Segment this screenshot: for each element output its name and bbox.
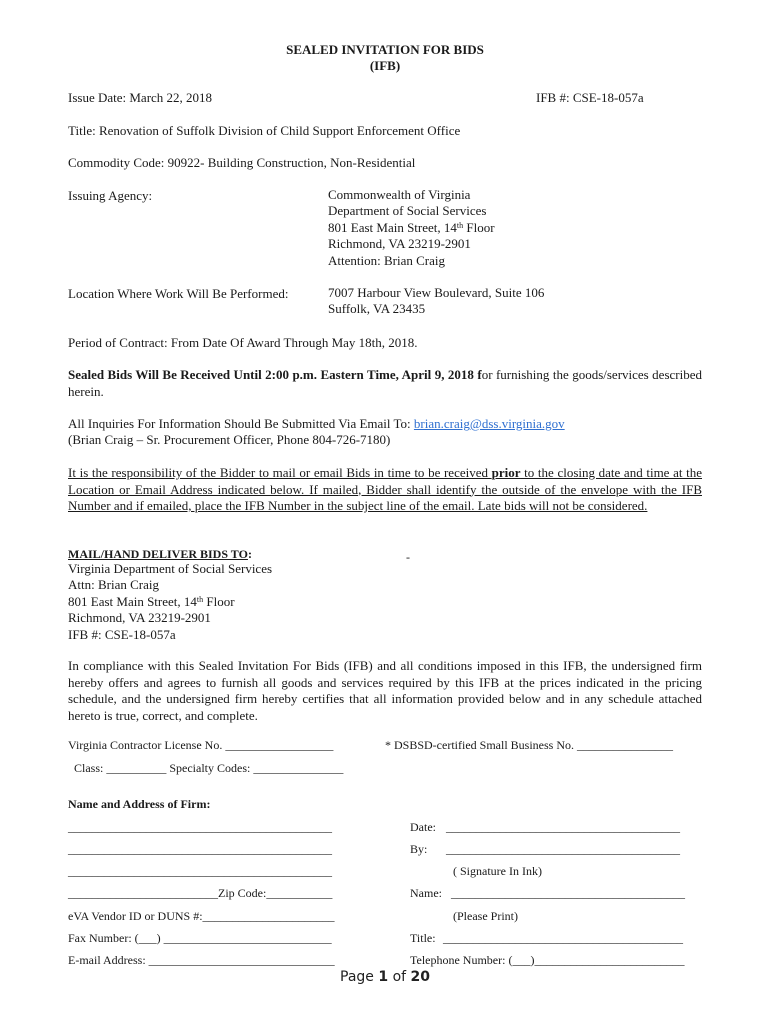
by-label: By: bbox=[410, 842, 428, 856]
email-address-field[interactable]: E-mail Address: _______________________________ bbox=[68, 953, 335, 967]
inquiries-line: All Inquiries For Information Should Be Submitted Via Email To: brian.craig@dss.virginia.gov bbox=[68, 416, 565, 431]
commodity-code: Commodity Code: 90922- Building Construction, Non-Residential bbox=[68, 155, 416, 170]
class-specialty-field[interactable]: Class: __________ Specialty Codes: _______________ bbox=[74, 761, 344, 775]
agency-line: Attention: Brian Craig bbox=[328, 252, 445, 268]
firm-heading: Name and Address of Firm: bbox=[68, 797, 211, 811]
mail-line: IFB #: CSE-18-057a bbox=[68, 626, 176, 642]
stray-dash: - bbox=[406, 550, 410, 564]
mail-line: Virginia Department of Social Services bbox=[68, 561, 273, 576]
inquiries-contact: (Brian Craig – Sr. Procurement Officer, Phone 804-726-7180) bbox=[68, 432, 391, 447]
dsbsd-field[interactable]: * DSBSD-certified Small Business No. ________________ bbox=[385, 738, 673, 752]
compliance-statement: In compliance with this Sealed Invitation For Bids (IFB) and all conditions imposed in this IFB, the undersigned firm hereby offers and agrees to furnish all goods and services required by this IFB at the prices indicated in the pricing schedule, and the undersigned firm hereby certifies that all information provided below and in any schedule attached hereto is true, correct, and complete. bbox=[68, 658, 702, 723]
name-field[interactable]: _______________________________________ bbox=[451, 886, 685, 900]
issuing-agency-address bbox=[328, 187, 495, 269]
mail-heading: MAIL/HAND DELIVER BIDS TO: bbox=[68, 547, 252, 561]
fax-number-field[interactable]: Fax Number: (___) ____________________________ bbox=[68, 931, 332, 945]
issuing-agency-label: Issuing Agency: bbox=[68, 188, 153, 203]
date-field[interactable]: _______________________________________ bbox=[446, 820, 680, 834]
firm-name-line[interactable]: ____________________________________________ bbox=[68, 820, 332, 834]
agency-line: 801 East Main Street, 14th Floor bbox=[328, 219, 495, 235]
location-line: 7007 Harbour View Boulevard, Suite 106 bbox=[328, 285, 545, 300]
sealed-bids-notice: Sealed Bids Will Be Received Until 2:00 p.m. Eastern Time, April 9, 2018 for furnishing the goods/services described herein. bbox=[68, 367, 702, 399]
location-label: Location Where Work Will Be Performed: bbox=[68, 286, 289, 301]
mail-address bbox=[68, 561, 272, 643]
agency-line: Department of Social Services bbox=[328, 203, 487, 219]
signature-note: ( Signature In Ink) bbox=[453, 864, 542, 878]
location-line: Suffolk, VA 23435 bbox=[328, 301, 426, 317]
page-indicator: Page 1 of 20 bbox=[340, 969, 430, 985]
mail-line: Richmond, VA 23219-2901 bbox=[68, 610, 211, 626]
agency-line: Commonwealth of Virginia bbox=[328, 187, 471, 202]
title-field[interactable]: ________________________________________ bbox=[443, 931, 683, 945]
inquiries-email-link[interactable]: brian.craig@dss.virginia.gov bbox=[413, 416, 565, 431]
ifb-title: Title: Renovation of Suffolk Division of Child Support Enforcement Office bbox=[68, 123, 461, 138]
issue-date: Issue Date: March 22, 2018 bbox=[68, 90, 213, 105]
bidder-responsibility: It is the responsibility of the Bidder to mail or email Bids in time to be received prior to the closing date and time at the Location or Email Address indicated below. If mailed, Bidder shall identify the outside of the envelope with the IFB Number and if emailed, place the IFB Number in the subject line of the email. Late bids will not be considered. bbox=[68, 465, 702, 513]
agency-line: Richmond, VA 23219-2901 bbox=[328, 236, 471, 252]
telephone-field[interactable]: Telephone Number: (___)_________________________ bbox=[410, 953, 685, 967]
title-label: Title: bbox=[410, 931, 436, 945]
date-label: Date: bbox=[410, 820, 436, 834]
print-note: (Please Print) bbox=[453, 909, 518, 923]
firm-address-line[interactable]: ____________________________________________ bbox=[68, 864, 332, 878]
location-address bbox=[328, 285, 544, 318]
firm-address-line[interactable]: ____________________________________________ bbox=[68, 842, 332, 856]
eva-vendor-field[interactable]: eVA Vendor ID or DUNS #:______________________ bbox=[68, 909, 335, 923]
name-label: Name: bbox=[410, 886, 442, 900]
period-of-contract: Period of Contract: From Date Of Award Through May 18th, 2018. bbox=[68, 335, 418, 350]
mail-line: Attn: Brian Craig bbox=[68, 577, 159, 593]
signature-field[interactable]: _______________________________________ bbox=[446, 842, 680, 856]
zip-code-field[interactable]: _________________________Zip Code:___________ bbox=[68, 886, 333, 900]
contractor-license-field[interactable]: Virginia Contractor License No. __________________ bbox=[68, 738, 334, 752]
document-subtitle: (IFB) bbox=[369, 58, 401, 73]
document-title: SEALED INVITATION FOR BIDS bbox=[286, 42, 484, 57]
ifb-number: IFB #: CSE-18-057a bbox=[536, 90, 644, 105]
mail-line: 801 East Main Street, 14th Floor bbox=[68, 593, 235, 609]
